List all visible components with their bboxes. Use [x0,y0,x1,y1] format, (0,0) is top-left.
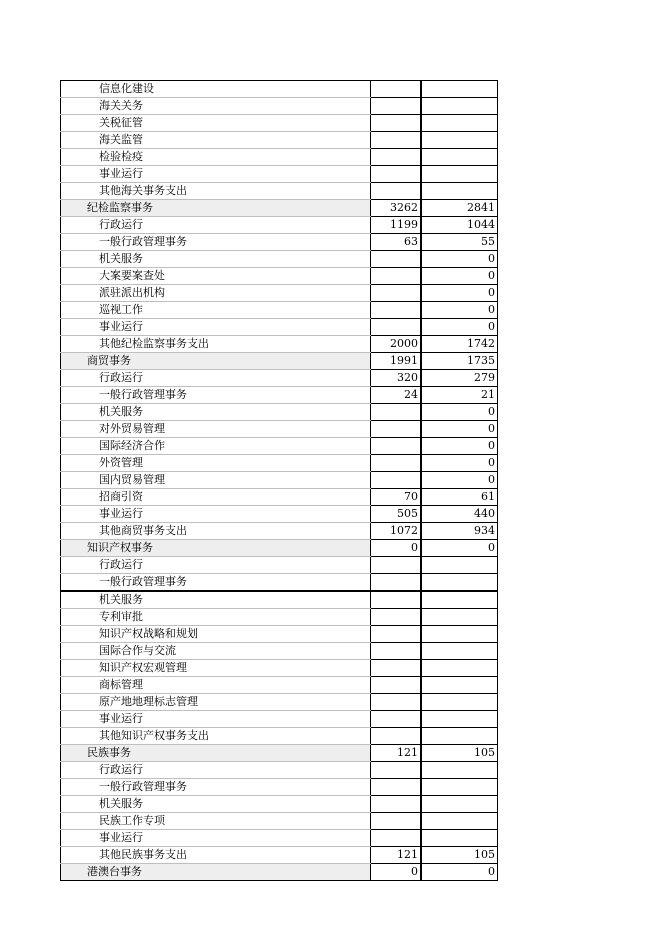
table-row [61,796,498,813]
amount-cell-1[interactable] [371,677,421,694]
table-row [61,489,498,506]
amount-cell-1[interactable] [371,319,421,336]
table-row [61,643,498,660]
table-row [61,779,498,796]
amount-cell-2[interactable]: 0 [422,438,498,455]
amount-cell-2[interactable] [422,830,498,847]
amount-cell-2[interactable]: 105 [422,745,498,762]
amount-cell-1[interactable] [371,643,421,660]
amount-cell-1[interactable]: 121 [371,847,421,864]
amount-cell-1[interactable]: 505 [371,506,421,523]
amount-cell-2[interactable]: 105 [422,847,498,864]
item-name-cell[interactable]: 机关服务 [61,251,371,268]
item-name-cell[interactable]: 专利审批 [61,609,371,626]
amount-cell-2[interactable] [422,132,498,149]
table-row [61,421,498,438]
item-name-cell[interactable]: 事业运行 [61,506,371,523]
amount-cell-1[interactable]: 1199 [371,217,421,234]
amount-cell-2[interactable]: 934 [422,523,498,540]
amount-cell-2[interactable]: 1044 [422,217,498,234]
item-name-cell[interactable]: 其他知识产权事务支出 [61,728,371,745]
amount-cell-1[interactable] [371,609,421,626]
amount-cell-1[interactable] [371,285,421,302]
amount-cell-1[interactable] [371,166,421,183]
category-row [61,200,498,217]
table-row [61,728,498,745]
item-name-cell[interactable]: 纪检监察事务 [61,200,371,217]
amount-cell-2[interactable] [422,796,498,813]
amount-cell-2[interactable]: 0 [422,268,498,285]
table-row [61,234,498,251]
table-row [61,81,498,98]
item-name-cell[interactable]: 行政运行 [61,762,371,779]
item-name-cell[interactable]: 信息化建设 [61,81,371,98]
amount-cell-1[interactable]: 24 [371,387,421,404]
item-name-cell[interactable]: 机关服务 [61,796,371,813]
item-name-cell[interactable]: 国际合作与交流 [61,643,371,660]
item-name-cell[interactable]: 国际经济合作 [61,438,371,455]
amount-cell-1[interactable] [371,591,421,609]
amount-cell-1[interactable] [371,694,421,711]
item-name-cell[interactable]: 民族工作专项 [61,813,371,830]
table-row [61,115,498,132]
amount-cell-2[interactable] [422,626,498,643]
amount-cell-2[interactable] [422,574,498,592]
amount-cell-2[interactable] [422,81,498,98]
amount-cell-1[interactable] [371,421,421,438]
item-name-cell[interactable]: 港澳台事务 [61,864,371,881]
amount-cell-1[interactable] [371,438,421,455]
amount-cell-2[interactable] [422,660,498,677]
item-name-cell[interactable]: 机关服务 [61,591,371,609]
amount-cell-1[interactable] [371,574,421,592]
table-row [61,660,498,677]
amount-cell-2[interactable]: 0 [422,404,498,421]
amount-cell-2[interactable]: 0 [422,540,498,557]
category-row [61,864,498,881]
table-row [61,149,498,166]
item-name-cell[interactable]: 商贸事务 [61,353,371,370]
table-row [61,438,498,455]
item-name-cell[interactable]: 事业运行 [61,711,371,728]
amount-cell-1[interactable]: 0 [371,540,421,557]
table-row [61,677,498,694]
amount-cell-2[interactable]: 0 [422,472,498,489]
amount-cell-2[interactable]: 0 [422,455,498,472]
item-name-cell[interactable]: 机关服务 [61,404,371,421]
amount-cell-2[interactable] [422,694,498,711]
item-name-cell[interactable]: 一般行政管理事务 [61,574,371,592]
table-row [61,387,498,404]
amount-cell-2[interactable] [422,166,498,183]
amount-cell-1[interactable]: 121 [371,745,421,762]
amount-cell-1[interactable]: 1991 [371,353,421,370]
item-name-cell[interactable]: 对外贸易管理 [61,421,371,438]
table-body [61,81,498,881]
amount-cell-1[interactable] [371,132,421,149]
item-name-cell[interactable]: 大案要案查处 [61,268,371,285]
item-name-cell[interactable]: 知识产权宏观管理 [61,660,371,677]
amount-cell-1[interactable] [371,149,421,166]
item-name-cell[interactable]: 招商引资 [61,489,371,506]
item-name-cell[interactable]: 检验检疫 [61,149,371,166]
amount-cell-2[interactable]: 1742 [422,336,498,353]
item-name-cell[interactable]: 知识产权事务 [61,540,371,557]
item-name-cell[interactable]: 巡视工作 [61,302,371,319]
table-row [61,285,498,302]
category-row [61,745,498,762]
amount-cell-2[interactable]: 440 [422,506,498,523]
table-row [61,523,498,540]
table-row [61,302,498,319]
amount-cell-1[interactable] [371,81,421,98]
table-row [61,557,498,574]
amount-cell-2[interactable] [422,115,498,132]
amount-cell-2[interactable] [422,728,498,745]
table-row [61,370,498,387]
amount-cell-1[interactable]: 1072 [371,523,421,540]
table-row [61,711,498,728]
amount-cell-2[interactable]: 0 [422,421,498,438]
table-row [61,506,498,523]
table-row [61,268,498,285]
item-name-cell[interactable]: 海关监管 [61,132,371,149]
table-row [61,217,498,234]
amount-cell-1[interactable] [371,302,421,319]
amount-cell-1[interactable] [371,557,421,574]
amount-cell-2[interactable] [422,98,498,115]
item-name-cell[interactable]: 民族事务 [61,745,371,762]
amount-cell-1[interactable] [371,455,421,472]
amount-cell-2[interactable]: 0 [422,319,498,336]
amount-cell-1[interactable] [371,115,421,132]
item-name-cell[interactable]: 一般行政管理事务 [61,234,371,251]
amount-cell-1[interactable] [371,183,421,200]
table-row [61,830,498,847]
table-row [61,455,498,472]
amount-cell-2[interactable]: 0 [422,864,498,881]
item-name-cell[interactable]: 事业运行 [61,830,371,847]
table-row [61,762,498,779]
item-name-cell[interactable]: 其他纪检监察事务支出 [61,336,371,353]
item-name-cell[interactable]: 海关关务 [61,98,371,115]
item-name-cell[interactable]: 知识产权战略和规划 [61,626,371,643]
table-row [61,166,498,183]
amount-cell-2[interactable] [422,677,498,694]
amount-cell-1[interactable] [371,762,421,779]
amount-cell-1[interactable] [371,268,421,285]
amount-cell-1[interactable]: 2000 [371,336,421,353]
category-row [61,353,498,370]
amount-cell-2[interactable] [422,762,498,779]
item-name-cell[interactable]: 行政运行 [61,557,371,574]
amount-cell-1[interactable] [371,626,421,643]
amount-cell-1[interactable]: 70 [371,489,421,506]
amount-cell-1[interactable] [371,660,421,677]
table-row [61,626,498,643]
table-row [61,472,498,489]
table-row [61,404,498,421]
item-name-cell[interactable]: 其他海关事务支出 [61,183,371,200]
amount-cell-1[interactable] [371,472,421,489]
table-row [61,183,498,200]
item-name-cell[interactable]: 其他民族事务支出 [61,847,371,864]
amount-cell-2[interactable] [422,609,498,626]
amount-cell-2[interactable] [422,183,498,200]
amount-cell-2[interactable] [422,711,498,728]
table-row [61,813,498,830]
table-row [61,251,498,268]
table-row [61,694,498,711]
amount-cell-2[interactable]: 21 [422,387,498,404]
amount-cell-2[interactable]: 1735 [422,353,498,370]
amount-cell-2[interactable] [422,643,498,660]
amount-cell-2[interactable]: 55 [422,234,498,251]
table-row [61,336,498,353]
table-row [61,132,498,149]
budget-table [60,80,498,881]
amount-cell-1[interactable] [371,796,421,813]
amount-cell-1[interactable]: 0 [371,864,421,881]
amount-cell-1[interactable] [371,779,421,796]
amount-cell-2[interactable]: 61 [422,489,498,506]
amount-cell-2[interactable] [422,591,498,609]
item-name-cell[interactable]: 事业运行 [61,319,371,336]
amount-cell-1[interactable] [371,728,421,745]
item-name-cell[interactable]: 国内贸易管理 [61,472,371,489]
amount-cell-2[interactable]: 279 [422,370,498,387]
table-row [61,609,498,626]
table-row [61,319,498,336]
amount-cell-2[interactable] [422,149,498,166]
item-name-cell[interactable]: 关税征管 [61,115,371,132]
amount-cell-1[interactable] [371,813,421,830]
item-name-cell[interactable]: 一般行政管理事务 [61,387,371,404]
table-row [61,847,498,864]
amount-cell-1[interactable]: 63 [371,234,421,251]
amount-cell-1[interactable] [371,98,421,115]
amount-cell-2[interactable]: 0 [422,251,498,268]
amount-cell-2[interactable]: 0 [422,302,498,319]
item-name-cell[interactable]: 事业运行 [61,166,371,183]
category-row [61,540,498,557]
amount-cell-1[interactable]: 3262 [371,200,421,217]
item-name-cell[interactable]: 派驻派出机构 [61,285,371,302]
item-name-cell[interactable]: 外资管理 [61,455,371,472]
amount-cell-1[interactable] [371,251,421,268]
item-name-cell[interactable]: 行政运行 [61,370,371,387]
amount-cell-2[interactable]: 2841 [422,200,498,217]
item-name-cell[interactable]: 商标管理 [61,677,371,694]
item-name-cell[interactable]: 行政运行 [61,217,371,234]
table-row [61,591,498,609]
item-name-cell[interactable]: 原产地地理标志管理 [61,694,371,711]
amount-cell-2[interactable]: 0 [422,285,498,302]
amount-cell-2[interactable] [422,813,498,830]
amount-cell-1[interactable]: 320 [371,370,421,387]
table-row [61,574,498,592]
item-name-cell[interactable]: 其他商贸事务支出 [61,523,371,540]
amount-cell-1[interactable] [371,711,421,728]
item-name-cell[interactable]: 一般行政管理事务 [61,779,371,796]
table-row [61,98,498,115]
amount-cell-2[interactable] [422,557,498,574]
amount-cell-1[interactable] [371,830,421,847]
amount-cell-1[interactable] [371,404,421,421]
amount-cell-2[interactable] [422,779,498,796]
